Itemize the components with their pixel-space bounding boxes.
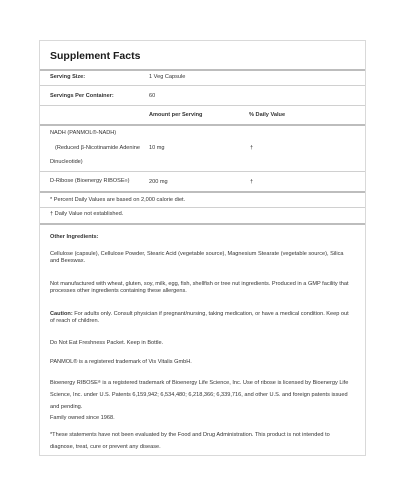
panel-title: Supplement Facts [50, 50, 141, 62]
ribose-trademark: Bioenergy RIBOSE® is a registered trademark of Bioenergy Life Science, Inc. Use of ribose is licensed by Bioenergy Life Science, Inc. under U.S. Patents 6,159,942; 6,534,480; 6,218,366; 6,339,716, and other U.S. and foreign patents issued and pending. [50, 379, 349, 410]
daily-value-header: % Daily Value [249, 112, 286, 118]
divider [40, 207, 365, 208]
divider [40, 223, 365, 225]
other-ingredients-text: Cellulose (capsule), Cellulose Powder, Stearic Acid (vegetable source), Magnesium Stearate (vegetable source), Silica and Beeswax. [50, 251, 344, 264]
divider [40, 124, 365, 126]
servings-per-container-label: Servings Per Container: [50, 93, 114, 99]
ingredient-amount: 200 mg [149, 179, 168, 185]
serving-size-label: Serving Size: [50, 74, 86, 80]
freshness-statement: Do Not Eat Freshness Packet. Keep in Bottle. [50, 340, 164, 346]
ingredient-daily-value: † [250, 179, 254, 185]
allergen-statement: Not manufactured with wheat, gluten, soy, milk, egg, fish, shellfish or tree nut ingredients. Produced in a GMP facility that processes other ingredients containing these allergens. [50, 281, 349, 294]
servings-per-container-value: 60 [149, 93, 156, 99]
ingredient-subname: (Reduced β-Nicotinamide Adenine [55, 145, 140, 151]
ingredient-amount: 10 mg [149, 145, 165, 151]
footnote-dv-not-established: † Daily Value not established. [50, 211, 124, 217]
supplement-facts-panel [39, 40, 366, 456]
divider [40, 105, 365, 106]
serving-size-value: 1 Veg Capsule [149, 74, 186, 80]
ingredient-daily-value: † [250, 145, 254, 151]
divider [40, 85, 365, 86]
divider [40, 69, 365, 71]
ingredient-name: D-Ribose (Bioenergy RIBOSE®) [50, 178, 130, 184]
ingredient-subname: Dinucleotide) [50, 159, 83, 165]
divider [40, 191, 365, 193]
fda-disclaimer: *These statements have not been evaluated by the Food and Drug Administration. This product is not intended to diagnose, treat, cure or prevent any disease. [50, 432, 330, 450]
amount-per-serving-header: Amount per Serving [149, 112, 203, 118]
panmol-trademark: PANMOL® is a registered trademark of Vis Vitalis GmbH. [50, 359, 192, 365]
family-owned-statement: Family owned since 1968. [50, 415, 115, 421]
other-ingredients-label: Other Ingredients: [50, 234, 99, 240]
footnote-percent-dv: * Percent Daily Values are based on 2,000 calorie diet. [50, 197, 186, 203]
ingredient-name: NADH (PANMOL®-NADH) [50, 130, 117, 136]
caution-statement: Caution: For adults only. Consult physician if pregnant/nursing, taking medication, or have a medical condition. Keep out of reach of children. [50, 311, 349, 324]
divider [40, 171, 365, 172]
